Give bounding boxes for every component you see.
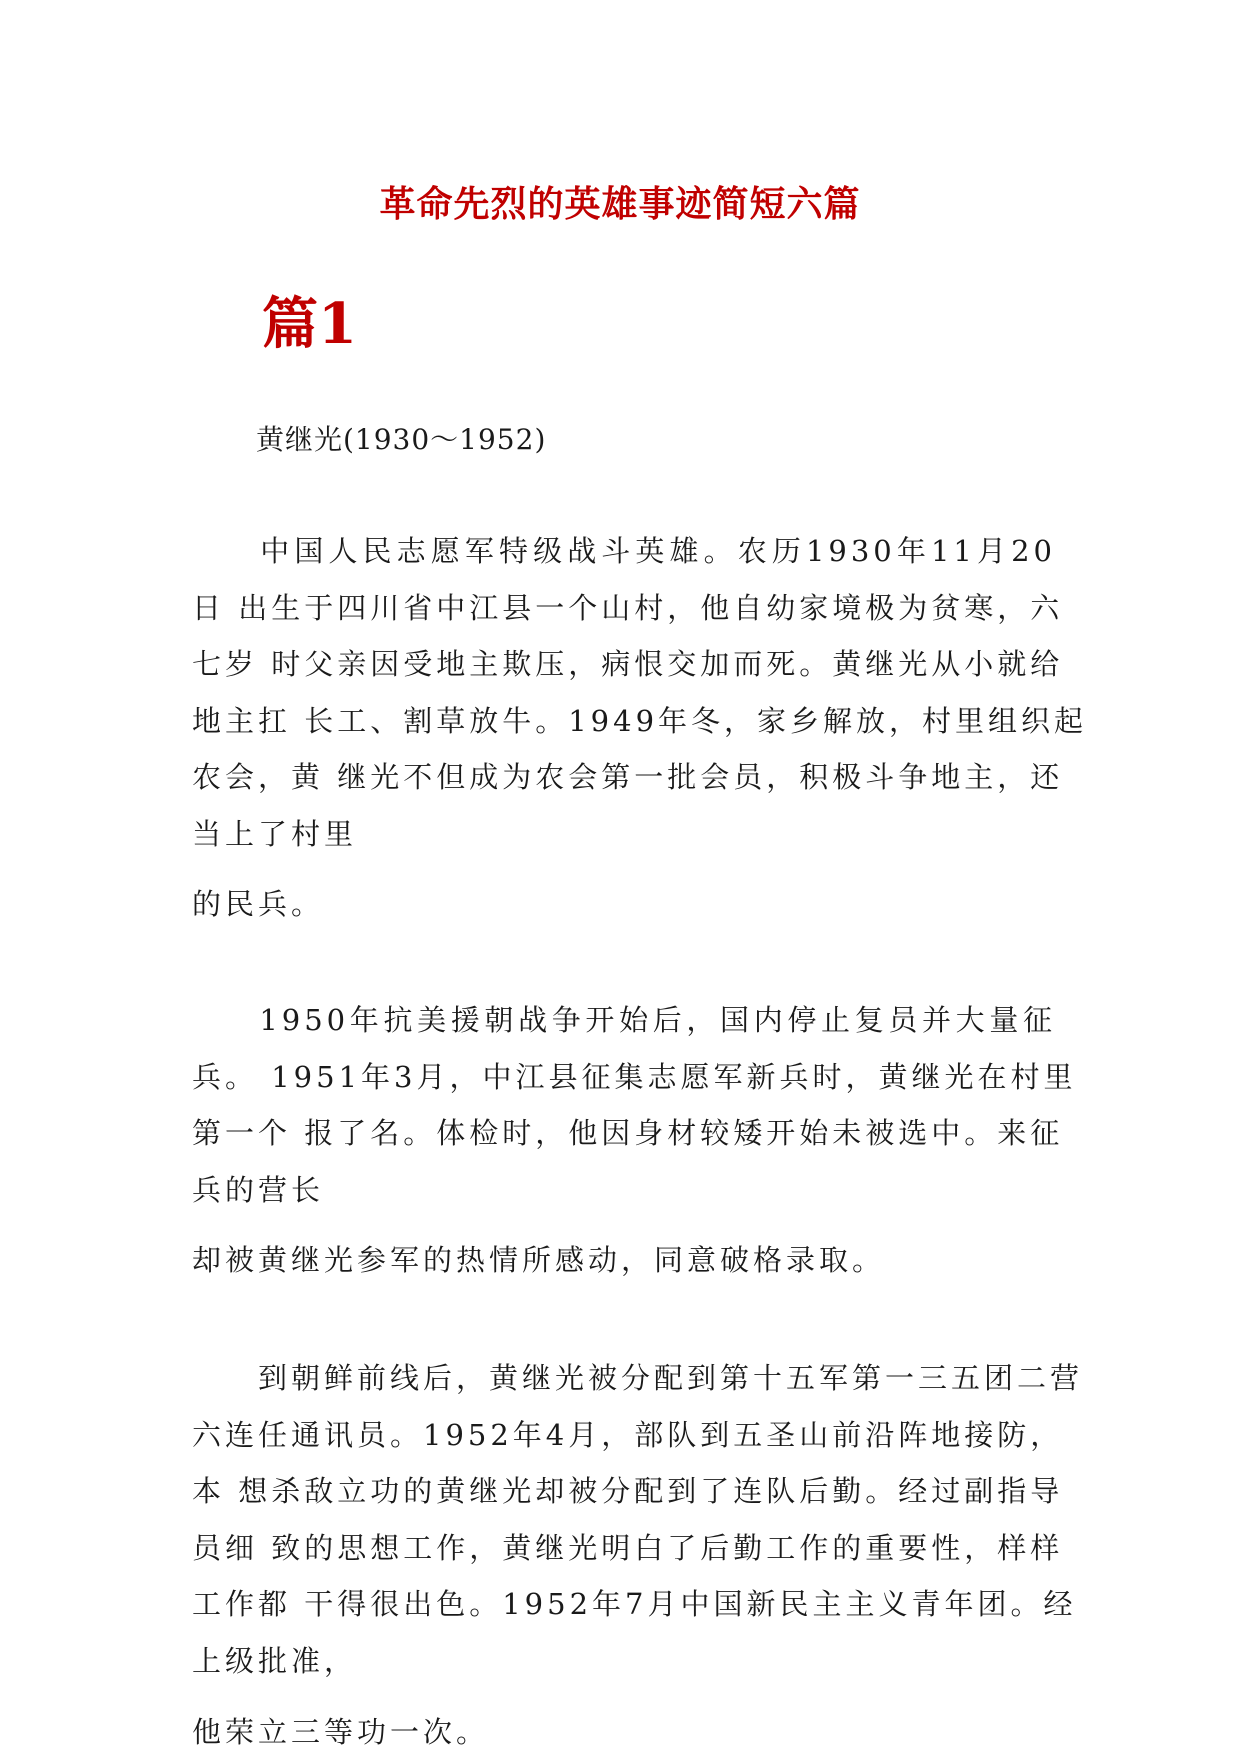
paragraph-line: 本 想杀敌立功的黄继光却被分配到了连队后勤。经过副指导 [192, 1474, 1064, 1509]
paragraph-line: 员细 致的思想工作，黄继光明白了后勤工作的重要性，样样 [192, 1530, 1064, 1565]
paragraph-line: 中国人民志愿军特级战斗英雄。农历1930年11月20 [192, 534, 1056, 568]
paragraph-line: 日 出生于四川省中江县一个山村，他自幼家境极为贫寒，六 [192, 590, 1064, 625]
paragraph-1-tail: 的民兵。 [192, 887, 325, 921]
paragraph-line: 兵的营长 [192, 1172, 325, 1207]
paragraph-3-tail: 他荣立三等功一次。 [192, 1715, 490, 1749]
paragraph-3 [192, 1350, 1084, 1690]
subject-name: 黄继光(1930～1952) [256, 423, 547, 456]
paragraph-line: 第一个 报了名。体检时，他因身材较矮开始未被选中。来征 [192, 1116, 1064, 1151]
paragraph-line: 六连任通讯员。1952年4月，部队到五圣山前沿阵地接防， [192, 1417, 1064, 1452]
paragraph-line: 上级批准， [192, 1643, 358, 1678]
section-heading: 篇1 [262, 291, 357, 357]
paragraph-line: 七岁 时父亲因受地主欺压，病恨交加而死。黄继光从小就给 [192, 647, 1064, 682]
paragraph-line: 工作都 干得很出色。1952年7月中国新民主主义青年团。经 [192, 1587, 1077, 1622]
paragraph-line: 当上了村里 [192, 816, 358, 851]
paragraph-2-tail: 却被黄继光参军的热情所感动，同意破格录取。 [192, 1243, 886, 1277]
paragraph-line: 到朝鲜前线后，黄继光被分配到第十五军第一三五团二营 [192, 1361, 1084, 1395]
document-title: 革命先烈的英雄事迹简短六篇 [379, 183, 861, 225]
paragraph-line: 地主扛 长工、割草放牛。1949年冬，家乡解放，村里组织起 [192, 703, 1088, 738]
paragraph-2 [192, 992, 1077, 1218]
paragraph-line: 1950年抗美援朝战争开始后，国内停止复员并大量征 [192, 1003, 1056, 1037]
paragraph-line: 农会，黄 继光不但成为农会第一批会员，积极斗争地主，还 [192, 760, 1064, 795]
paragraph-1 [192, 523, 1088, 863]
paragraph-line: 兵。 1951年3月，中江县征集志愿军新兵时，黄继光在村里 [192, 1059, 1077, 1094]
